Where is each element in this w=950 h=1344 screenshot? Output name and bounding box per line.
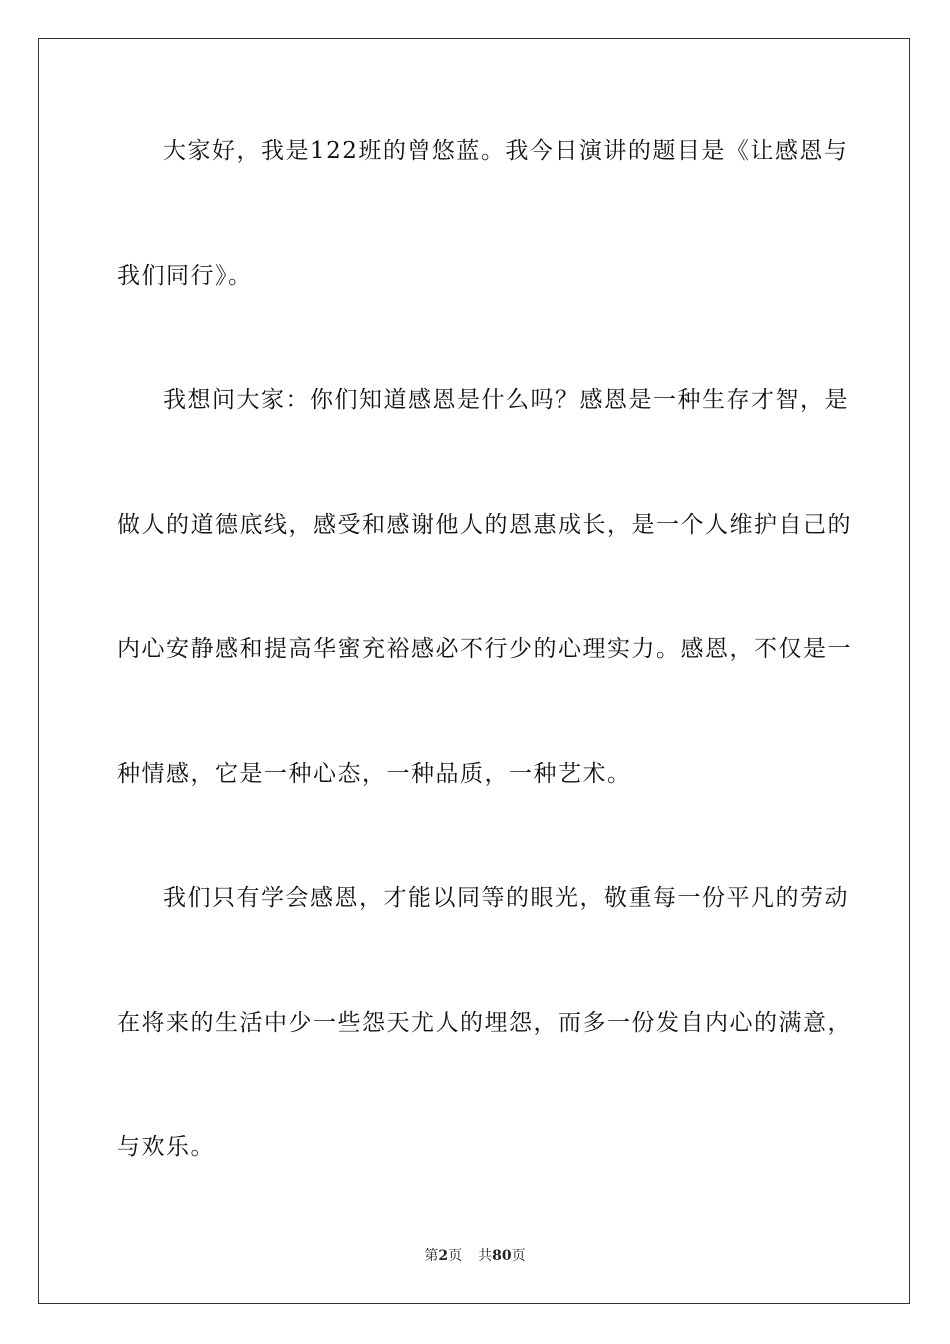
paragraph-1-line-1: 大家好，我是122班的曾悠蓝。我今日演讲的题目是《让感恩与 [163,138,849,164]
paragraph-2-line-3: 内心安静感和提高华蜜充裕感必不行少的心理实力。感恩，不仅是一 [117,636,852,662]
total-suffix: 页 [511,1248,526,1264]
paragraph-3-line-1: 我们只有学会感恩，才能以同等的眼光，敬重每一份平凡的劳动 [163,885,849,911]
paragraph-2-line-4: 种情感，它是一种心态，一种品质，一种艺术。 [117,761,632,787]
paragraph-3-line-3: 与欢乐。 [117,1134,215,1160]
page-footer [0,1247,950,1265]
paragraph-2-line-1: 我想问大家：你们知道感恩是什么吗？感恩是一种生存才智，是 [163,387,849,413]
paragraph-1-line-2: 我们同行》。 [117,263,253,289]
paragraph-2-line-2: 做人的道德底线，感受和感谢他人的恩惠成长，是一个人维护自己的 [117,512,852,538]
current-page-number: 2 [438,1248,449,1264]
paragraph-3-line-2: 在将来的生活中少一些怨天尤人的埋怨，而多一份发自内心的满意， [117,1010,852,1036]
page-suffix: 页 [448,1248,463,1264]
page-prefix: 第 [424,1248,439,1264]
total-prefix: 共 [478,1248,493,1264]
total-page-count: 80 [492,1248,512,1264]
page-border [38,38,910,1304]
